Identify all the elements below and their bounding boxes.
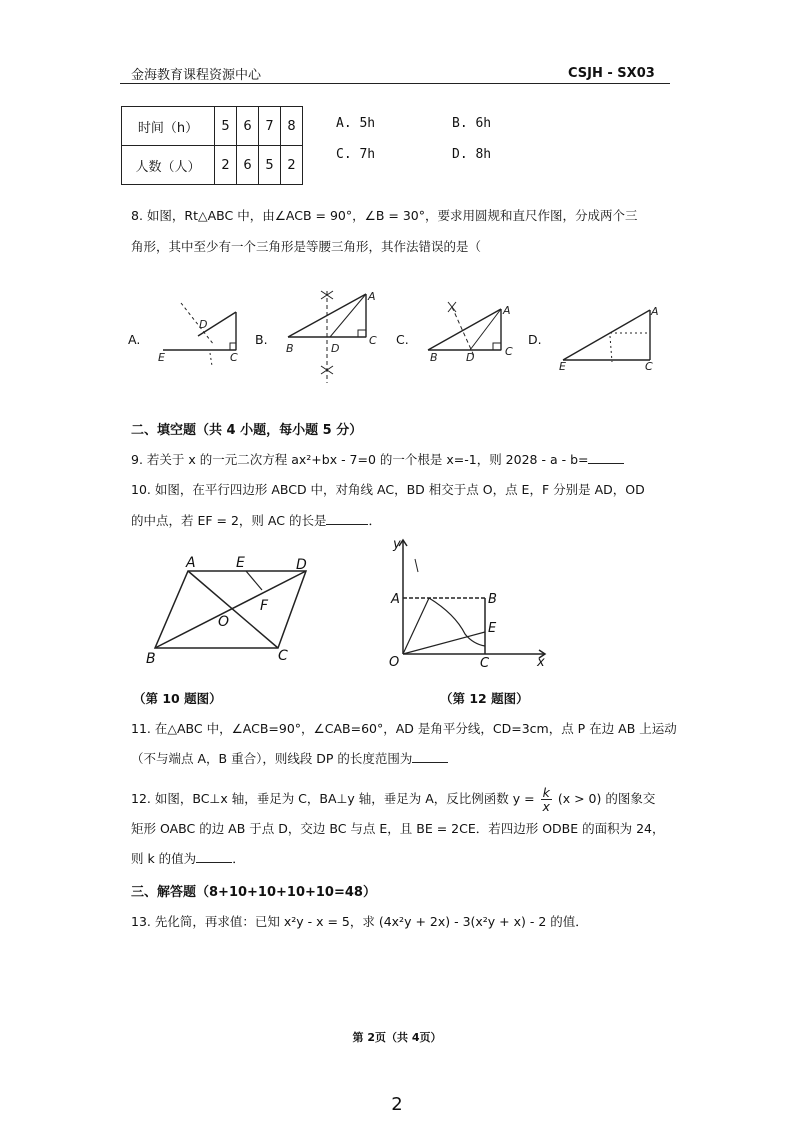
figure-c	[428, 302, 501, 356]
section-2-heading: 二、填空题（共 4 小题，每小题 5 分）	[131, 423, 363, 438]
page-number: 2	[391, 1094, 403, 1115]
fraction-numerator: k	[542, 785, 550, 800]
section-3-heading: 三、解答题（8+10+10+10+10=48）	[131, 885, 376, 900]
question-12-line2: 矩形 OABC 的边 AB 于点 D，交边 BC 与点 E，且 BE = 2CE．若四边形 ODBE 的面积为 24，	[131, 821, 665, 836]
fig10-label-d: D	[296, 557, 307, 573]
question-10-line1: 10. 如图，在平行四边形 ABCD 中，对角线 AC，BD 相交于点 O，点 E，F 分别是 AD，OD	[131, 482, 645, 497]
question-12-post: (x > 0) 的图象交	[557, 791, 656, 806]
table-cell: 2	[281, 146, 303, 185]
answer-blank	[196, 850, 232, 863]
fig-c-label-d: D	[466, 351, 475, 364]
table-cell: 6	[237, 146, 259, 185]
fig-a-label-c: C	[230, 351, 238, 364]
option-c: C. 7h	[336, 147, 376, 162]
header-title: 金海教育课程资源中心	[131, 68, 262, 83]
fig-d-label-e: E	[559, 360, 566, 373]
fig-a-label-e: E	[158, 351, 165, 364]
figure-10-caption: （第 10 题图）	[133, 691, 222, 706]
table-cell: 人数（人）	[122, 146, 215, 185]
question-11-line1: 11. 在△ABC 中，∠ACB=90°，∠CAB=60°，AD 是角平分线，CD=3cm，点 P 在边 AB 上运动	[131, 721, 677, 736]
table-cell: 7	[259, 107, 281, 146]
question-12-line3: 则 k 的值为 ．	[131, 851, 245, 866]
fig12-label-c: C	[480, 656, 490, 671]
option-a-label: A.	[128, 332, 141, 347]
q8-figures	[0, 0, 794, 420]
fig-b-label-c: C	[369, 334, 377, 347]
table-cell: 5	[259, 146, 281, 185]
answer-blank	[326, 512, 368, 525]
question-11-line2	[131, 750, 448, 768]
fraction-k-over-x	[541, 786, 552, 813]
fig-b-label-a: A	[368, 290, 376, 303]
table-cell: 6	[237, 107, 259, 146]
fig12-label-e: E	[488, 621, 497, 636]
fig12-label-x: x	[537, 655, 545, 670]
figure-d	[563, 310, 650, 362]
figure-12	[385, 534, 555, 676]
fig12-label-o: O	[389, 655, 400, 670]
option-b-label: B.	[255, 332, 268, 347]
header-code: CSJH - SX03	[568, 66, 655, 81]
question-9	[131, 451, 624, 469]
fig-d-label-a: A	[651, 305, 659, 318]
question-9-text: 9. 若关于 x 的一元二次方程 ax²+bx - 7=0 的一个根是 x=-1，则 2028 - a - b=	[131, 452, 589, 467]
page-footer: 第 2页（共 4页）	[352, 1031, 442, 1044]
answer-blank	[588, 451, 624, 464]
figure-a	[163, 303, 236, 366]
question-12-line1	[131, 786, 655, 813]
question-11-line2-text: （不与端点 A，B 重合），则线段 DP 的长度范围为	[131, 751, 413, 766]
figure-10	[130, 548, 330, 670]
fraction-denominator: x	[542, 799, 550, 814]
option-c-label: C.	[396, 332, 409, 347]
fig-a-label-d: D	[199, 318, 208, 331]
table-cell: 5	[215, 107, 237, 146]
question-8-line1: 8. 如图，Rt△ABC 中，由∠ACB = 90°，∠B = 30°，要求用圆规和直尺作图，分成两个三	[131, 208, 638, 223]
option-d: D. 8h	[452, 147, 492, 162]
question-12-line3-text: 则 k 的值为	[131, 851, 197, 866]
fig12-label-b: B	[488, 592, 497, 607]
fig-c-label-a: A	[503, 304, 511, 317]
table-cell: 8	[281, 107, 303, 146]
fig10-label-f: F	[260, 598, 269, 614]
fig-b-label-d: D	[331, 342, 340, 355]
figure-b	[288, 291, 366, 383]
fig12-label-a: A	[391, 592, 400, 607]
question-13: 13. 先化简，再求值：已知 x²y - x = 5，求 (4x²y + 2x) - 3(x²y + x) - 2 的值．	[131, 914, 588, 929]
table-cell: 2	[215, 146, 237, 185]
option-b: B. 6h	[452, 116, 492, 131]
fig10-label-a: A	[186, 555, 196, 571]
fig10-label-c: C	[278, 648, 288, 664]
answer-blank	[412, 750, 448, 763]
fig10-label-o: O	[218, 614, 230, 630]
fig12-label-y: y	[393, 537, 401, 552]
option-d-label: D.	[528, 332, 542, 347]
fig10-label-b: B	[146, 651, 156, 667]
question-10-line2: 的中点，若 EF = 2，则 AC 的长是 ．	[131, 513, 381, 528]
question-8-line2: 角形，其中至少有一个三角形是等腰三角形，其作法错误的是（	[131, 239, 482, 254]
fig-c-label-b: B	[430, 351, 438, 364]
fig-b-label-b: B	[286, 342, 294, 355]
fig-c-label-c: C	[505, 345, 513, 358]
figure-12-caption: （第 12 题图）	[440, 691, 529, 706]
question-12-pre: 12. 如图，BC⊥x 轴，垂足为 C，BA⊥y 轴，垂足为 A，反比例函数 y =	[131, 791, 535, 806]
fig10-label-e: E	[236, 555, 245, 571]
question-10-line2-text: 的中点，若 EF = 2，则 AC 的长是	[131, 513, 327, 528]
option-a: A. 5h	[336, 116, 376, 131]
table-cell: 时间（h）	[122, 107, 215, 146]
fig-d-label-c: C	[645, 360, 653, 373]
